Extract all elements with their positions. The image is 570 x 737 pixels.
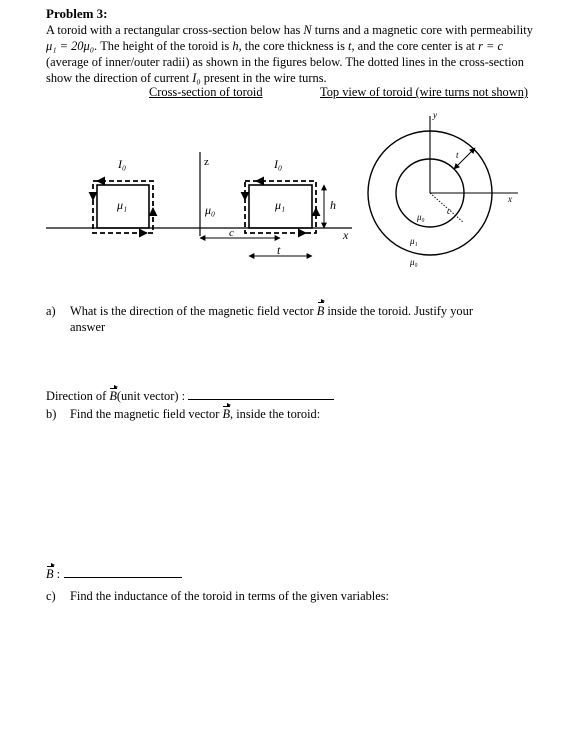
label-mu1-left: μ₁ [117, 198, 128, 212]
b-answer-line: B : [46, 567, 182, 582]
label-top-c: c [447, 206, 451, 216]
vector-B-symbol: B [222, 407, 231, 421]
caption-cross-section: Cross-section of toroid [149, 85, 263, 99]
label-h: h [330, 198, 336, 212]
label-top-mu0-outer: μ₀ [410, 257, 418, 267]
label-top-mu1: μ₁ [410, 236, 418, 246]
caption-top-view: Top view of toroid (wire turns not shown) [320, 85, 529, 99]
question-b-number: b) [46, 407, 57, 421]
label-z-axis: z [204, 156, 209, 168]
label-c: c [229, 227, 234, 239]
label-top-x: x [508, 194, 512, 204]
question-a: a) What is the direction of the magnetic field vector B inside the toroid. Justify your answer [46, 304, 473, 334]
top-view-toroid [368, 116, 518, 255]
label-x-cross: x [343, 228, 349, 242]
vector-B-symbol: B [46, 567, 54, 581]
label-top-mu0-inner: μ₀ [417, 212, 425, 222]
question-c-number: c) [46, 589, 56, 603]
label-I0-right: I₀ [274, 157, 283, 171]
question-c: c) Find the inductance of the toroid in terms of the given variables: [46, 589, 389, 603]
question-a-number: a) [46, 304, 56, 318]
direction-answer-blank[interactable] [188, 389, 334, 400]
problem-statement: A toroid with a rectangular cross-section below has N turns and a magnetic core with permeability μ₁ = 20μ₀. The height of the toroid is h, the core thickness is t, and the core center is at r = c (average of inner/outer radii) as shown in the figures below. The dotted lines in the cross-section show the direction of current I₀ present in the wire turns. [46, 23, 533, 85]
direction-answer-line: Direction of B(unit vector) : [46, 389, 334, 404]
problem-title: Problem 3: [46, 6, 108, 21]
label-mu0-center: μ₀ [205, 203, 216, 217]
label-top-t: t [456, 150, 459, 160]
label-t: t [277, 243, 281, 257]
label-I0-left: I₀ [118, 157, 127, 171]
label-mu1-right: μ₁ [275, 198, 286, 212]
b-answer-blank[interactable] [64, 567, 182, 578]
vector-B-symbol: B [109, 389, 117, 403]
label-top-y: y [433, 110, 437, 120]
question-b: b) Find the magnetic field vector B, inside the toroid: [46, 407, 321, 421]
vector-B-symbol: B [316, 304, 325, 318]
